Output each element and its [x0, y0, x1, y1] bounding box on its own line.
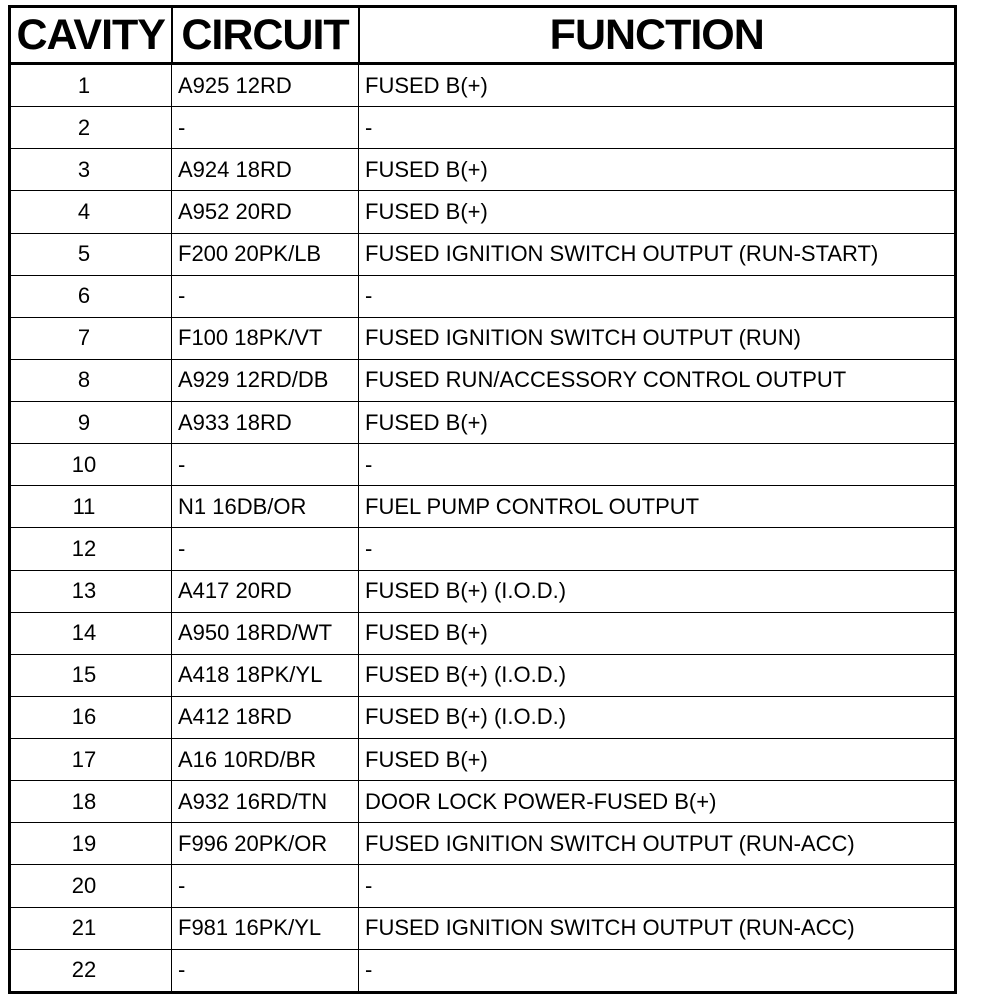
table-row	[10, 739, 956, 781]
cavity-cell: 13	[10, 570, 172, 612]
table-row	[10, 359, 956, 401]
cavity-cell: 10	[10, 444, 172, 486]
cavity-cell: 20	[10, 865, 172, 907]
function-cell: -	[359, 107, 956, 149]
function-cell: FUSED B(+)	[359, 739, 956, 781]
circuit-cell: -	[172, 275, 359, 317]
cavity-cell: 2	[10, 107, 172, 149]
circuit-cell: A925 12RD	[172, 64, 359, 107]
table-row	[10, 191, 956, 233]
table-body	[10, 64, 956, 993]
function-cell: FUSED B(+) (I.O.D.)	[359, 654, 956, 696]
table-row	[10, 865, 956, 907]
circuit-cell: A412 18RD	[172, 696, 359, 738]
cavity-cell: 8	[10, 359, 172, 401]
function-cell: -	[359, 949, 956, 992]
cavity-cell: 7	[10, 317, 172, 359]
cavity-cell: 4	[10, 191, 172, 233]
circuit-cell: A417 20RD	[172, 570, 359, 612]
function-cell: FUEL PUMP CONTROL OUTPUT	[359, 486, 956, 528]
table-row	[10, 149, 956, 191]
cavity-cell: 9	[10, 402, 172, 444]
function-column-header: FUNCTION	[359, 7, 956, 64]
function-cell: FUSED IGNITION SWITCH OUTPUT (RUN)	[359, 317, 956, 359]
function-cell: FUSED B(+)	[359, 149, 956, 191]
cavity-cell: 15	[10, 654, 172, 696]
cavity-cell: 1	[10, 64, 172, 107]
cavity-cell: 21	[10, 907, 172, 949]
circuit-column-header: CIRCUIT	[172, 7, 359, 64]
cavity-cell: 12	[10, 528, 172, 570]
cavity-cell: 22	[10, 949, 172, 992]
table-row	[10, 949, 956, 992]
table-row	[10, 570, 956, 612]
table-row	[10, 781, 956, 823]
circuit-cell: -	[172, 528, 359, 570]
cavity-cell: 19	[10, 823, 172, 865]
header-row	[10, 7, 956, 64]
circuit-cell: -	[172, 444, 359, 486]
function-cell: FUSED B(+)	[359, 402, 956, 444]
table-row	[10, 317, 956, 359]
function-cell: -	[359, 444, 956, 486]
table-row	[10, 612, 956, 654]
circuit-cell: -	[172, 865, 359, 907]
circuit-cell: A929 12RD/DB	[172, 359, 359, 401]
circuit-cell: -	[172, 107, 359, 149]
function-cell: DOOR LOCK POWER-FUSED B(+)	[359, 781, 956, 823]
function-cell: -	[359, 528, 956, 570]
cavity-cell: 16	[10, 696, 172, 738]
cavity-cell: 18	[10, 781, 172, 823]
function-cell: -	[359, 275, 956, 317]
table-row	[10, 107, 956, 149]
connector-pinout-table	[8, 5, 957, 994]
table-row	[10, 654, 956, 696]
circuit-cell: A16 10RD/BR	[172, 739, 359, 781]
cavity-cell: 5	[10, 233, 172, 275]
cavity-cell: 17	[10, 739, 172, 781]
circuit-cell: F100 18PK/VT	[172, 317, 359, 359]
cavity-cell: 11	[10, 486, 172, 528]
cavity-cell: 6	[10, 275, 172, 317]
table-row	[10, 275, 956, 317]
table-row	[10, 486, 956, 528]
circuit-cell: F981 16PK/YL	[172, 907, 359, 949]
circuit-cell: F200 20PK/LB	[172, 233, 359, 275]
function-cell: FUSED B(+) (I.O.D.)	[359, 570, 956, 612]
circuit-cell: N1 16DB/OR	[172, 486, 359, 528]
table-row	[10, 233, 956, 275]
function-cell: FUSED IGNITION SWITCH OUTPUT (RUN-ACC)	[359, 823, 956, 865]
function-cell: FUSED B(+) (I.O.D.)	[359, 696, 956, 738]
function-cell: FUSED B(+)	[359, 191, 956, 233]
circuit-cell: F996 20PK/OR	[172, 823, 359, 865]
function-cell: FUSED B(+)	[359, 612, 956, 654]
cavity-cell: 14	[10, 612, 172, 654]
function-cell: FUSED IGNITION SWITCH OUTPUT (RUN-ACC)	[359, 907, 956, 949]
table-row	[10, 696, 956, 738]
function-cell: -	[359, 865, 956, 907]
circuit-cell: -	[172, 949, 359, 992]
function-cell: FUSED RUN/ACCESSORY CONTROL OUTPUT	[359, 359, 956, 401]
circuit-cell: A933 18RD	[172, 402, 359, 444]
table-row	[10, 528, 956, 570]
circuit-cell: A932 16RD/TN	[172, 781, 359, 823]
function-cell: FUSED B(+)	[359, 64, 956, 107]
cavity-cell: 3	[10, 149, 172, 191]
table-row	[10, 64, 956, 107]
table-row	[10, 444, 956, 486]
function-cell: FUSED IGNITION SWITCH OUTPUT (RUN-START)	[359, 233, 956, 275]
circuit-cell: A418 18PK/YL	[172, 654, 359, 696]
circuit-cell: A950 18RD/WT	[172, 612, 359, 654]
table-row	[10, 907, 956, 949]
circuit-cell: A924 18RD	[172, 149, 359, 191]
table-row	[10, 823, 956, 865]
circuit-cell: A952 20RD	[172, 191, 359, 233]
cavity-column-header: CAVITY	[10, 7, 172, 64]
table-row	[10, 402, 956, 444]
